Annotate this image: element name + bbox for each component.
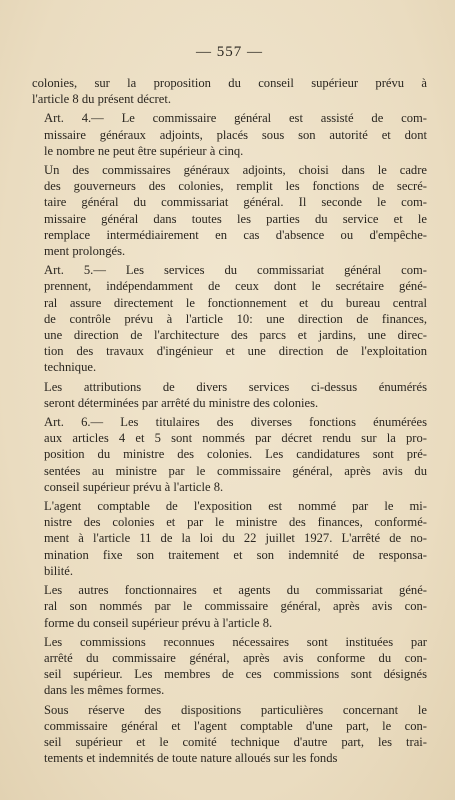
paragraph (32, 414, 427, 495)
page-number: — 557 — (196, 44, 263, 60)
text-line: aux articles 4 et 5 sont nommés par décret rendu sur la pro- (44, 431, 427, 446)
text-line: des gouverneurs des colonies, remplit les fonctions de secré- (44, 179, 427, 194)
text-line: nistre des colonies et par le ministre des finances, conformé- (44, 515, 427, 530)
paragraph (32, 634, 427, 699)
text-line: Les attributions de divers services ci-dessus énumérés (44, 379, 427, 394)
text-line: L'agent comptable de l'exposition est nommé par le mi- (44, 499, 427, 514)
text-line: Les commissions reconnues nécessaires sont instituées par (44, 634, 427, 649)
text-line: seil supérieur et le comité technique d'autre part, les trai- (44, 734, 427, 749)
text-line: Art. 5.— Les services du commissariat général com- (44, 263, 427, 278)
text-line: missaire généraux adjoints, placés sous son autorité et dont (44, 127, 427, 142)
text-line: remplace intermédiairement en cas d'absence ou d'empêche- (44, 227, 427, 242)
body-text (32, 75, 427, 766)
paragraph (32, 262, 427, 375)
text-line: sentées au ministre par le commissaire général, après avis du (44, 463, 427, 478)
paragraph (32, 75, 427, 107)
text-line: taire général du commissariat général. Il seconde le com- (44, 195, 427, 210)
text-line: tion des travaux d'ingénieur et une direction de l'exploitation (44, 344, 427, 359)
text-line: seil supérieur. Les membres de ces commissions sont désignés (44, 667, 427, 682)
text-line: prennent, indépendamment de ceux dont le secrétaire géné- (44, 279, 427, 294)
paragraph (32, 379, 427, 411)
text-line: tements et indemnités de toute nature alloués sur les fonds (44, 751, 338, 766)
text-line: ment prolongés. (44, 244, 126, 259)
paragraph (32, 498, 427, 579)
text-line: Les autres fonctionnaires et agents du commissariat géné- (44, 583, 427, 598)
text-line: ment à l'article 11 de la loi du 22 juillet 1927. L'arrêté de no- (44, 531, 427, 546)
text-line: commissaire général et l'agent comptable d'une part, le con- (44, 718, 427, 733)
text-line: arrêté du commissaire général, après avis conforme du con- (44, 650, 427, 665)
text-line: Sous réserve des dispositions particulières concernant le (44, 702, 427, 717)
paragraph (32, 162, 427, 259)
text-line: Un des commissaires généraux adjoints, choisi dans le cadre (44, 163, 427, 178)
text-line: technique. (44, 360, 97, 375)
paragraph (32, 702, 427, 767)
paragraph (32, 110, 427, 159)
text-line: mination fixe son traitement et son indemnité de responsa- (44, 547, 427, 562)
text-line: position du ministre des colonies. Les candidatures sont pré- (44, 447, 427, 462)
text-line: ral son nommés par le commissaire général, après avis con- (44, 599, 427, 614)
text-line: Art. 6.— Les titulaires des diverses fonctions énumérées (44, 415, 427, 430)
text-line: le nombre ne peut être supérieur à cinq. (44, 143, 244, 158)
text-line: forme du conseil supérieur prévu à l'article 8. (44, 615, 273, 630)
text-line: Art. 4.— Le commissaire général est assisté de com- (44, 111, 427, 126)
text-line: ral assure directement le fonctionnement et du bureau central (44, 295, 427, 310)
text-line: conseil supérieur prévu à l'article 8. (44, 479, 224, 494)
text-line: missaire général dans toutes les parties du service et le (44, 211, 427, 226)
text-line: une direction de l'architecture des parcs et jardins, une direc- (44, 328, 427, 343)
text-line: bilité. (44, 563, 74, 578)
text-line: l'article 8 du présent décret. (32, 92, 171, 107)
paragraph (32, 582, 427, 631)
text-line: de contrôle prévu à l'article 10: une direction de finances, (44, 311, 427, 326)
text-line: seront déterminées par arrêté du ministre des colonies. (44, 395, 319, 410)
text-line: dans les mêmes formes. (44, 683, 165, 698)
text-line: colonies, sur la proposition du conseil supérieur prévu à (32, 76, 427, 90)
